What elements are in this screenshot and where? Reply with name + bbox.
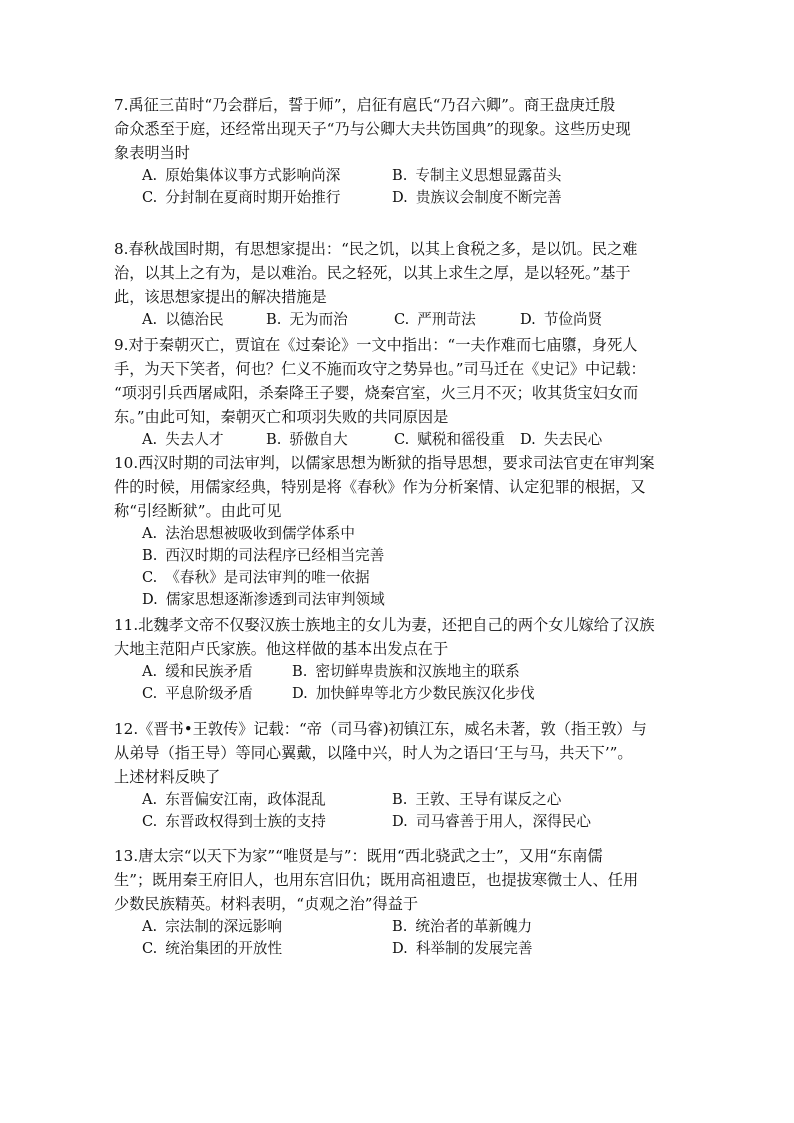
question-9 [114,333,684,451]
option-list [142,309,684,331]
question-stem: 11.北魏孝文帝不仅娶汉族士族地主的女儿为妻，还把自己的两个女儿嫁给了汉族 大地主范阳卢氏家族。他这样做的基本出发点在于 [114,616,655,658]
option-b: B. 无为而治 [266,311,348,328]
option-d: D. 节俭尚贤 [520,311,603,328]
option-b: B. 骄傲自大 [266,431,348,448]
option-b: B. 统治者的革新魄力 [392,918,533,935]
option-d: D. 科举制的发展完善 [392,940,533,957]
option-a: A. 东晋偏安江南，政体混乱 [142,791,326,808]
option-d: D. 加快鲜卑等北方少数民族汉化步伐 [292,685,535,702]
question-12 [114,717,684,833]
option-c: C. 分封制在夏商时期开始推行 [142,189,341,206]
option-c: C. 平息阶级矛盾 [142,685,253,702]
option-a: A. 缓和民族矛盾 [142,663,253,680]
option-a: A. 原始集体议事方式影响尚深 [142,167,341,184]
option-a: A. 宗法制的深远影响 [142,918,282,935]
option-c: C. 《春秋》是司法审判的唯一依据 [142,569,370,586]
option-list [142,661,684,705]
question-stem: 9.对于秦朝灭亡，贾谊在《过秦论》一文中指出：“一夫作难而七庙隳，身死人 手，为天下笑者，何也？仁义不施而攻守之势异也。”司马迁在《史记》中记载： “项羽引兵西屠咸阳，杀秦降王子婴，烧秦宫室，火三月不灭；收其货宝妇女而 东。”由此可知，秦朝灭亡和项羽失败的共同原因是 [114,336,646,426]
question-10 [114,451,684,611]
option-c: C. 严刑苛法 [394,311,476,328]
question-13 [114,844,684,960]
option-c: C. 东晋政权得到士族的支持 [142,813,326,830]
option-c: C. 赋税和徭役重 [394,431,505,448]
option-list [142,523,684,611]
option-b: B. 王敦、王导有谋反之心 [392,791,562,808]
option-list [142,429,684,451]
option-d: D. 贵族议会制度不断完善 [392,189,562,206]
option-a: A. 法治思想被吸收到儒学体系中 [142,525,355,542]
question-stem: 12.《晋书•王敦传》记载：“帝（司马睿)初镇江东，威名未著，敦（指王敦）与 从弟导（指王导）等同心翼戴，以隆中兴，时人为之语曰‘王与马，共天下’”。 上述材料反映了 [114,720,647,786]
option-a: A. 失去人才 [142,431,224,448]
option-d: D. 司马睿善于用人，深得民心 [392,813,591,830]
option-b: B. 密切鲜卑贵族和汉族地主的联系 [292,663,520,680]
question-stem: 13.唐太宗“以天下为家”“唯贤是与”：既用“西北骁武之士”，又用“东南儒 生”；既用秦王府旧人，也用东宫旧仇；既用高祖遗臣，也提拔寒微士人、任用 少数民族精英。材料表明，“贞观之治”得益于 [114,847,639,913]
option-b: B. 专制主义思想显露苗头 [392,167,562,184]
option-d: D. 失去民心 [520,431,603,448]
option-list [142,916,684,960]
option-c: C. 统治集团的开放性 [142,940,283,957]
question-stem: 7.禹征三苗时“乃会群后，誓于师”，启征有扈氏“乃召六卿”。商王盘庚迁殷 命众悉至于庭，还经常出现天子“乃与公卿大夫共饬国典”的现象。这些历史现 象表明当时 [114,96,631,162]
question-stem: 10.西汉时期的司法审判，以儒家思想为断狱的指导思想，要求司法官吏在审判案 件的时候，用儒家经典，特别是将《春秋》作为分析案情、认定犯罪的根据，又 称“引经断狱”。由此可见 [114,454,655,520]
option-d: D. 儒家思想逐渐渗透到司法审判领域 [142,591,385,608]
option-b: B. 西汉时期的司法程序已经相当完善 [142,547,385,564]
question-8 [114,237,684,331]
option-list [142,789,684,833]
option-a: A. 以德治民 [142,311,224,328]
option-list [142,165,684,209]
question-stem: 8.春秋战国时期，有思想家提出：“民之饥，以其上食税之多，是以饥。民之难 治，以其上之有为，是以难治。民之轻死，以其上求生之厚，是以轻死。”基于 此，该思想家提出的解决措施是 [114,240,638,306]
question-11 [114,613,684,705]
question-7 [114,93,684,209]
